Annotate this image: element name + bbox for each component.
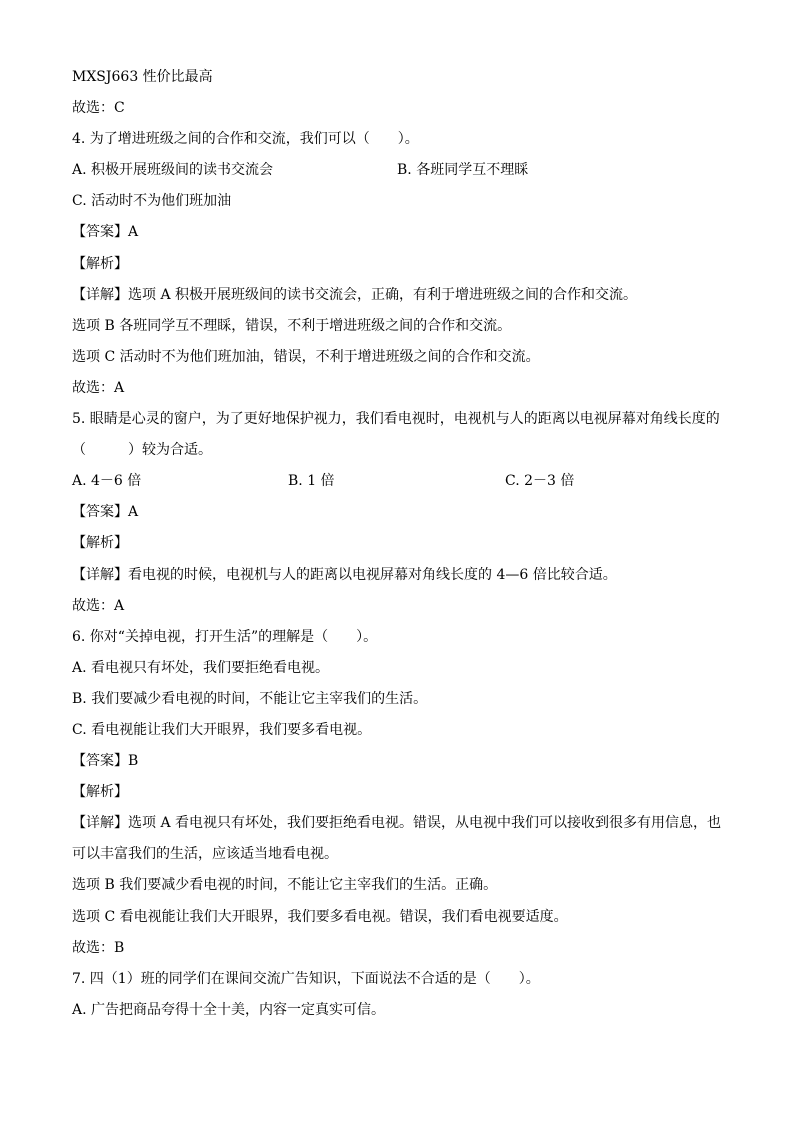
question-5-choice: 故选：A [72, 597, 125, 614]
question-6-option-a: A. 看电视只有坏处，我们要拒绝看电视。 [72, 659, 330, 676]
question-7-stem: 7. 四（1）班的同学们在课间交流广告知识，下面说法不合适的是（ ）。 [72, 970, 540, 987]
question-5-stem-line-1: 5. 眼睛是心灵的窗户，为了更好地保护视力，我们看电视时，电视机与人的距离以电视屏幕对角线长度的 [72, 411, 720, 428]
question-7-option-a: A. 广告把商品夸得十全十美，内容一定真实可信。 [72, 1001, 386, 1018]
question-4-detail-3: 选项 C 活动时不为他们班加油，错误，不利于增进班级之间的合作和交流。 [72, 348, 540, 365]
choice-line: 故选：C [72, 100, 125, 117]
question-6-option-c: C. 看电视能让我们大开眼界，我们要多看电视。 [72, 721, 372, 738]
question-5-option-b: B. 1 倍 [288, 473, 335, 490]
question-5-answer: 【答案】A [72, 504, 139, 521]
question-6-analysis-label: 【解析】 [72, 784, 128, 801]
question-5-detail-1: 【详解】看电视的时候，电视机与人的距离以电视屏幕对角线长度的 4—6 倍比较合适。 [72, 566, 617, 583]
question-4-option-b: B. 各班同学互不理睬 [397, 162, 529, 179]
question-5-option-c: C. 2－3 倍 [505, 473, 575, 490]
question-5-stem-line-2: （ ）较为合适。 [72, 442, 212, 459]
question-5-options-row [72, 466, 732, 497]
question-4-option-a: A. 积极开展班级间的读书交流会 [72, 162, 274, 179]
question-4-options-row-1 [72, 155, 732, 186]
question-4-option-c: C. 活动时不为他们班加油 [72, 193, 232, 210]
question-4-answer: 【答案】A [72, 224, 139, 241]
question-4-analysis-label: 【解析】 [72, 255, 128, 272]
question-6-detail-3: 选项 C 看电视能让我们大开眼界，我们要多看电视。错误，我们看电视要适度。 [72, 908, 568, 925]
question-5-analysis-label: 【解析】 [72, 535, 128, 552]
question-4-choice: 故选：A [72, 379, 125, 396]
question-6-detail-1: 【详解】选项 A 看电视只有坏处，我们要拒绝看电视。错误，从电视中我们可以接收到很多有用信息，也 [72, 815, 722, 832]
question-6-stem: 6. 你对“关掉电视，打开生活”的理解是（ ）。 [72, 628, 378, 645]
document-page [72, 62, 732, 1026]
question-6-detail-1-continued: 可以丰富我们的生活，应该适当地看电视。 [72, 846, 338, 863]
question-6-answer: 【答案】B [72, 753, 139, 770]
header-line: MXSJ663 性价比最高 [72, 69, 213, 85]
question-4-detail-2: 选项 B 各班同学互不理睬，错误，不利于增进班级之间的合作和交流。 [72, 317, 512, 334]
question-6-option-b: B. 我们要减少看电视的时间，不能让它主宰我们的生活。 [72, 690, 428, 707]
question-4-stem: 4. 为了增进班级之间的合作和交流，我们可以（ ）。 [72, 131, 419, 148]
question-6-detail-2: 选项 B 我们要减少看电视的时间，不能让它主宰我们的生活。正确。 [72, 877, 498, 894]
question-5-option-a: A. 4－6 倍 [72, 473, 142, 490]
question-4-detail-1: 【详解】选项 A 积极开展班级间的读书交流会，正确，有利于增进班级之间的合作和交流。 [72, 286, 638, 303]
question-6-choice: 故选：B [72, 939, 125, 956]
